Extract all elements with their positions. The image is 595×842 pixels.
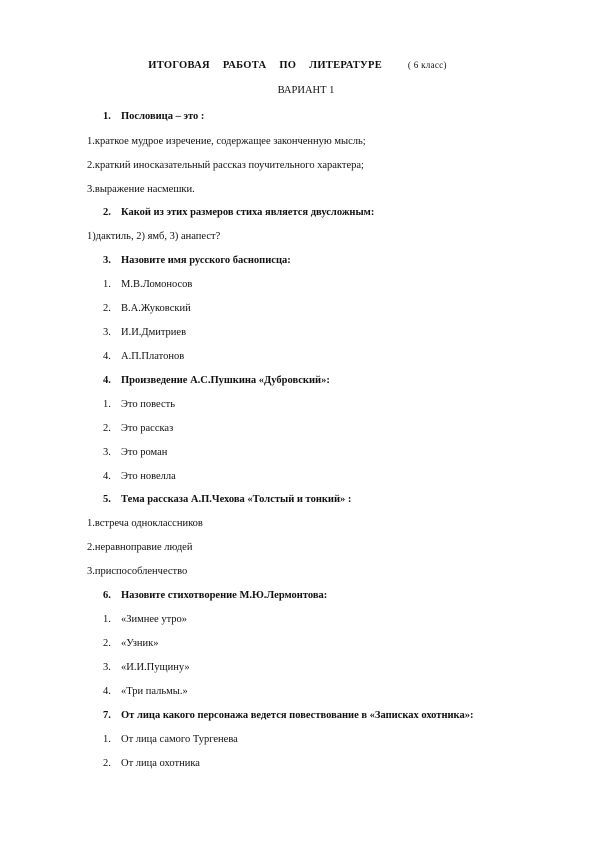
answer-option: 3. Это роман — [103, 447, 168, 458]
question-5 — [103, 494, 351, 506]
question-number: 5. — [103, 494, 111, 505]
question-number: 1. — [103, 111, 111, 122]
question-2 — [103, 207, 374, 219]
answer-option: 1.краткое мудрое изречение, содержащее законченную мысль; — [87, 136, 366, 147]
variant-heading: ВАРИАНТ 1 — [277, 85, 335, 96]
question-text: Тема рассказа А.П.Чехова «Толстый и тонкий» : — [121, 494, 352, 505]
question-7 — [103, 710, 473, 722]
answer-option: 2. В.А.Жуковский — [103, 303, 191, 314]
answer-option: 4. А.П.Платонов — [103, 351, 185, 362]
title-grade: ( 6 класс) — [407, 60, 447, 70]
question-text: От лица какого персонажа ведется повествование в «Записках охотника»: — [121, 710, 474, 721]
page-title — [0, 59, 595, 72]
question-text: Какой из этих размеров стиха является двусложным: — [121, 207, 375, 218]
answer-option: 1)дактиль, 2) ямб, 3) анапест? — [87, 231, 221, 242]
answer-option: 2.неравноправие людей — [87, 542, 193, 553]
answer-option: 3. «И.И.Пущину» — [103, 662, 190, 673]
title-main: ИТОГОВАЯ РАБОТА ПО ЛИТЕРАТУРЕ — [148, 60, 383, 71]
answer-option: 2. Это рассказ — [103, 423, 174, 434]
answer-option: 1. «Зимнее утро» — [103, 614, 188, 625]
answer-option: 1. От лица самого Тургенева — [103, 734, 238, 745]
answer-option: 1.встреча одноклассников — [87, 518, 203, 529]
question-number: 7. — [103, 710, 111, 721]
question-text: Произведение А.С.Пушкина «Дубровский»: — [121, 375, 330, 386]
answer-option: 3.приспособленчество — [87, 566, 188, 577]
answer-option: 4. Это новелла — [103, 471, 176, 482]
answer-option: 1. Это повесть — [103, 399, 175, 410]
answer-option: 2.краткий иносказательный рассказ поучительного характера; — [87, 160, 364, 171]
question-3 — [103, 255, 291, 267]
answer-option: 4. «Три пальмы.» — [103, 686, 188, 697]
question-text: Пословица – это : — [121, 111, 205, 122]
answer-option: 3. И.И.Дмитриев — [103, 327, 187, 338]
answer-option: 2. От лица охотника — [103, 758, 200, 769]
answer-option: 2. «Узник» — [103, 638, 159, 649]
answer-option: 1. М.В.Ломоносов — [103, 279, 193, 290]
answer-option: 3.выражение насмешки. — [87, 184, 195, 195]
question-number: 4. — [103, 375, 111, 386]
question-text: Назовите имя русского баснописца: — [121, 255, 291, 266]
question-number: 6. — [103, 590, 111, 601]
question-6 — [103, 590, 327, 602]
question-text: Назовите стихотворение М.Ю.Лермонтова: — [121, 590, 328, 601]
question-number: 3. — [103, 255, 111, 266]
question-number: 2. — [103, 207, 111, 218]
question-4 — [103, 375, 330, 387]
question-1 — [103, 111, 204, 123]
